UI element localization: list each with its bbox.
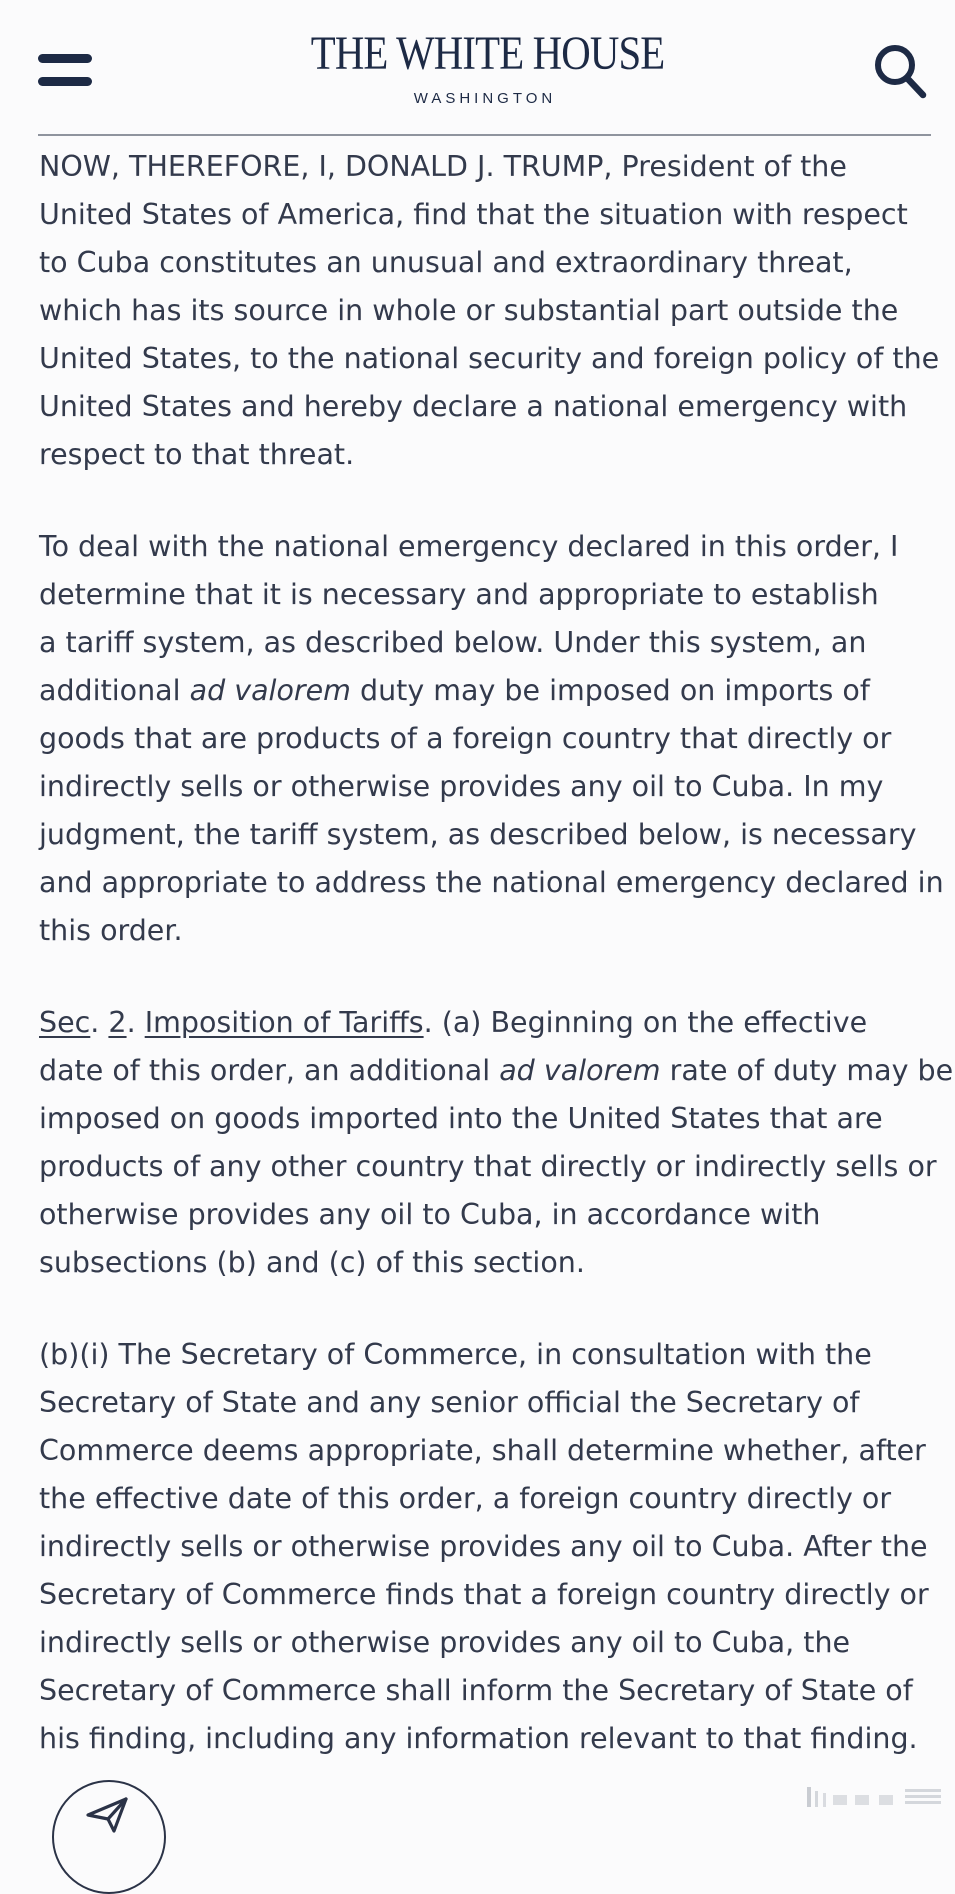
text-segment: . (a) Beginning on the effective xyxy=(423,1006,868,1039)
text-line: subsections (b) and (c) of this section. xyxy=(39,1246,585,1279)
text-line: NOW, THEREFORE, I, DONALD J. TRUMP, President of the xyxy=(39,150,847,183)
text-segment: additional xyxy=(39,674,190,707)
text-line: To deal with the national emergency declared in this order, I xyxy=(39,530,899,563)
text-line: Secretary of State and any senior official the Secretary of xyxy=(39,1386,860,1419)
text-line: the effective date of this order, a foreign country directly or xyxy=(39,1482,892,1515)
paragraph-section-2 xyxy=(39,999,954,1287)
text-segment: date of this order, an additional xyxy=(39,1054,500,1087)
share-button[interactable] xyxy=(52,1780,166,1894)
header-divider xyxy=(38,134,931,136)
paragraph-declaration xyxy=(39,143,939,479)
text-segment: . xyxy=(90,1006,109,1039)
article-body xyxy=(39,143,954,1807)
text-line: indirectly sells or otherwise provides any oil to Cuba, the xyxy=(39,1626,851,1659)
section-number: 2 xyxy=(108,1006,127,1039)
text-line: Commerce deems appropriate, shall determine whether, after xyxy=(39,1434,926,1467)
text-line: Secretary of Commerce shall inform the Secretary of State of xyxy=(39,1674,913,1707)
text-line xyxy=(39,1047,954,1095)
text-segment: . xyxy=(126,1006,145,1039)
italic-term: ad valorem xyxy=(189,674,351,707)
text-line: United States and hereby declare a national emergency with xyxy=(39,390,908,423)
text-line: a tariff system, as described below. Under this system, an xyxy=(39,626,867,659)
text-line: which has its source in whole or substantial part outside the xyxy=(39,294,899,327)
text-line: imposed on goods imported into the United States that are xyxy=(39,1102,883,1135)
site-header xyxy=(0,0,955,136)
bars-icon xyxy=(805,1783,945,1811)
text-segment: rate of duty may be xyxy=(660,1054,954,1087)
menu-bar-bottom xyxy=(38,77,92,86)
text-line: to Cuba constitutes an unusual and extraordinary threat, xyxy=(39,246,853,279)
italic-term: ad valorem xyxy=(499,1054,661,1087)
paragraph-tariff-system xyxy=(39,523,944,955)
text-line: judgment, the tariff system, as described below, is necessary xyxy=(39,818,917,851)
site-logo[interactable] xyxy=(280,26,690,107)
text-line: this order. xyxy=(39,914,183,947)
site-subtitle: WASHINGTON xyxy=(413,90,557,107)
menu-bar-top xyxy=(38,54,92,63)
paragraph-subsection-b xyxy=(39,1331,939,1763)
site-title: THE WHITE HOUSE xyxy=(310,27,665,80)
text-line: otherwise provides any oil to Cuba, in accordance with xyxy=(39,1198,821,1231)
text-line: goods that are products of a foreign country that directly or xyxy=(39,722,892,755)
text-line: indirectly sells or otherwise provides any oil to Cuba. After the xyxy=(39,1530,928,1563)
text-line: products of any other country that directly or indirectly sells or xyxy=(39,1150,937,1183)
text-line xyxy=(39,999,939,1047)
text-segment: duty may be imposed on imports of xyxy=(350,674,870,707)
text-line: his finding, including any information relevant to that finding. xyxy=(39,1722,918,1755)
text-line: United States, to the national security and foreign policy of the xyxy=(39,342,940,375)
section-heading: Imposition of Tariffs xyxy=(144,1006,424,1039)
search-icon[interactable] xyxy=(872,42,928,100)
text-line xyxy=(39,667,939,715)
text-line: and appropriate to address the national emergency declared in xyxy=(39,866,944,899)
text-line: respect to that threat. xyxy=(39,438,355,471)
hamburger-menu-icon[interactable] xyxy=(38,54,92,86)
text-line: United States of America, find that the situation with respect xyxy=(39,198,908,231)
paper-plane-icon xyxy=(84,1795,130,1835)
text-line: determine that it is necessary and appropriate to establish xyxy=(39,578,879,611)
section-label: Sec xyxy=(39,1006,91,1039)
text-line: Secretary of Commerce finds that a foreign country directly or xyxy=(39,1578,929,1611)
text-line: (b)(i) The Secretary of Commerce, in consultation with the xyxy=(39,1338,872,1371)
text-line: indirectly sells or otherwise provides any oil to Cuba. In my xyxy=(39,770,884,803)
